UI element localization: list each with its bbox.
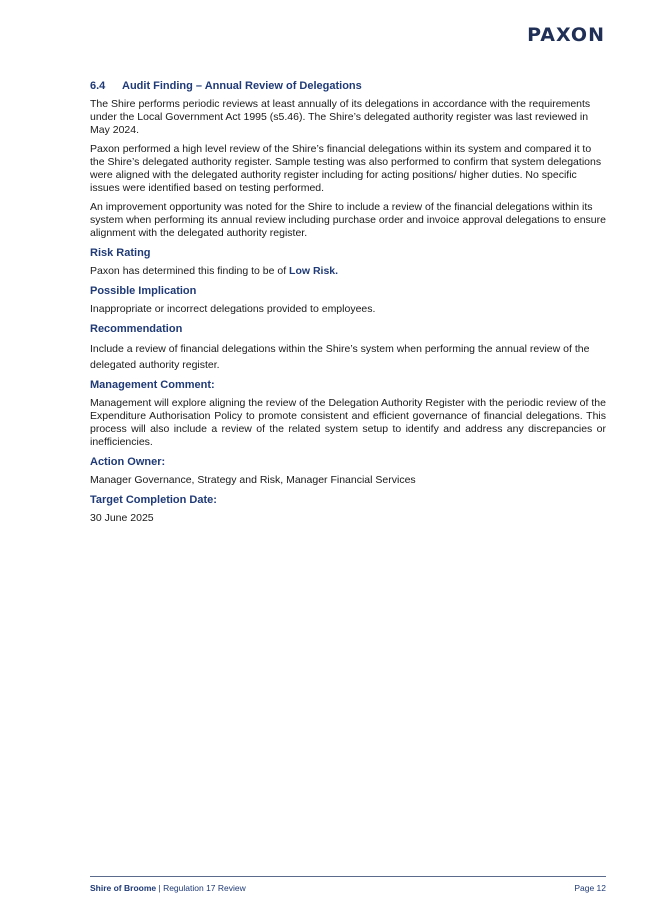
management-comment-heading: Management Comment:: [90, 379, 215, 391]
recommendation-text: Include a review of financial delegations within the Shire’s system when performing the annual review of the delegated authority register.: [90, 343, 590, 371]
footer-organisation: Shire of Broome: [90, 883, 157, 893]
recommendation-heading: Recommendation: [90, 323, 183, 335]
paxon-logo: PAXON: [527, 24, 605, 46]
section-number: 6.4: [90, 80, 106, 92]
risk-rating-text: [90, 265, 606, 278]
finding-paragraph-2: Paxon performed a high level review of the Shire’s financial delegations within its system and compared it to the Shire’s delegated authority register. Sample testing was also performed to confirm that system delegations were aligned with the delegated authority register including for acting positions/ higher duties. No specific issues were identified based on testing performed.: [90, 143, 602, 194]
risk-rating-prefix: Paxon has determined this finding to be of: [90, 265, 290, 277]
target-completion-text: 30 June 2025: [90, 512, 154, 524]
management-comment-text: Management will explore aligning the review of the Delegation Authority Register with the periodic review of the Expenditure Authorisation Policy to promote consistent and efficient governance of financial delegations. This process will also include a review of the related system setup to identify and address any discrepancies or inefficiencies.: [90, 397, 606, 448]
target-completion-heading: Target Completion Date:: [90, 494, 217, 506]
section-title: Audit Finding – Annual Review of Delegations: [122, 80, 362, 92]
section-heading: [90, 80, 606, 92]
finding-paragraph-3: An improvement opportunity was noted for the Shire to include a review of the financial delegations within its system when performing its annual review including purchase order and invoice approval delegations to ensure alignment with the delegated authority register.: [90, 201, 606, 239]
action-owner-heading: Action Owner:: [90, 456, 166, 468]
footer-separator: |: [156, 883, 164, 893]
document-body: [90, 80, 606, 531]
footer-page-number: Page 12: [574, 883, 606, 893]
risk-rating-heading: Risk Rating: [90, 247, 151, 259]
possible-implication-heading: Possible Implication: [90, 285, 197, 297]
footer-document: Regulation 17 Review: [163, 883, 246, 893]
footer-left: [90, 883, 246, 893]
risk-rating-value: Low Risk.: [289, 265, 339, 277]
finding-paragraph-1: The Shire performs periodic reviews at least annually of its delegations in accordance with the requirements under the Local Government Act 1995 (s5.46). The Shire’s delegated authority register was last reviewed in May 2024.: [90, 98, 591, 136]
action-owner-text: Manager Governance, Strategy and Risk, Manager Financial Services: [90, 474, 416, 486]
page-footer: [90, 876, 606, 893]
possible-implication-text: Inappropriate or incorrect delegations provided to employees.: [90, 303, 376, 315]
